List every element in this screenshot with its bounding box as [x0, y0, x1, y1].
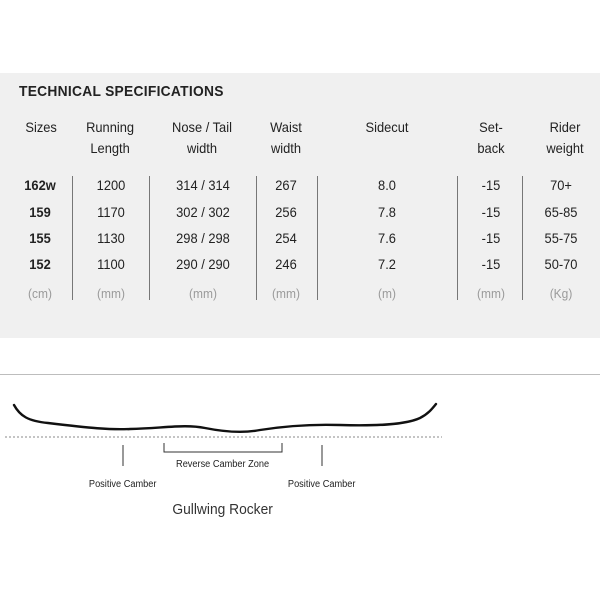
- unit-label: (mm): [272, 286, 300, 301]
- table-cell: 246: [275, 256, 297, 272]
- unit-label: (cm): [28, 286, 52, 301]
- table-cell: 290 / 290: [176, 256, 230, 272]
- header-setback: Set- back: [477, 119, 505, 156]
- table-cell: 314 / 314: [176, 177, 230, 193]
- unit-label: (Kg): [549, 286, 573, 301]
- table-cell: 7.2: [378, 256, 396, 272]
- board-profile: [14, 404, 436, 432]
- reverse-camber-label: Reverse Camber Zone: [176, 459, 270, 470]
- table-cell: 267: [275, 177, 297, 193]
- header-sizes: Sizes: [25, 119, 57, 135]
- right-positive-camber-label: Positive Camber: [287, 479, 356, 490]
- reverse-camber-bracket: [164, 443, 282, 452]
- unit-label: (mm): [189, 286, 217, 301]
- table-cell: 8.0: [378, 177, 396, 193]
- unit-label: (m): [378, 286, 396, 301]
- size-cell: 155: [29, 230, 51, 246]
- table-cell: 7.6: [378, 230, 396, 246]
- header-running-length: Running Length: [86, 119, 135, 156]
- table-cell: -15: [481, 256, 501, 272]
- table-cell: 70+: [550, 177, 572, 193]
- table-cell: 55-75: [544, 230, 578, 246]
- size-cell: 162w: [24, 177, 56, 193]
- table-cell: -15: [481, 230, 501, 246]
- table-cell: 256: [275, 204, 297, 220]
- section-divider: [0, 374, 600, 375]
- table-cell: -15: [481, 177, 501, 193]
- table-cell: 302 / 302: [176, 204, 230, 220]
- header-nose-tail-width: Nose / Tail width: [172, 119, 232, 156]
- left-positive-camber-label: Positive Camber: [88, 479, 157, 490]
- header-waist-width: Waist width: [270, 119, 302, 156]
- table-cell: -15: [481, 204, 501, 220]
- table-cell: 65-85: [544, 204, 578, 220]
- header-rider-weight: Rider weight: [546, 119, 584, 156]
- table-cell: 7.8: [378, 204, 396, 220]
- header-sidecut: Sidecut: [365, 119, 409, 135]
- spec-title: TECHNICAL SPECIFICATIONS: [19, 83, 224, 100]
- table-cell: 50-70: [544, 256, 578, 272]
- profile-name: Gullwing Rocker: [172, 501, 273, 518]
- table-cell: 1130: [97, 230, 125, 246]
- unit-label: (mm): [97, 286, 125, 301]
- size-cell: 159: [29, 204, 51, 220]
- table-cell: 254: [275, 230, 297, 246]
- size-cell: 152: [29, 256, 51, 272]
- unit-label: (mm): [477, 286, 505, 301]
- table-cell: 1200: [96, 177, 126, 193]
- table-cell: 1170: [97, 204, 125, 220]
- table-cell: 298 / 298: [176, 230, 230, 246]
- table-cell: 1100: [97, 256, 125, 272]
